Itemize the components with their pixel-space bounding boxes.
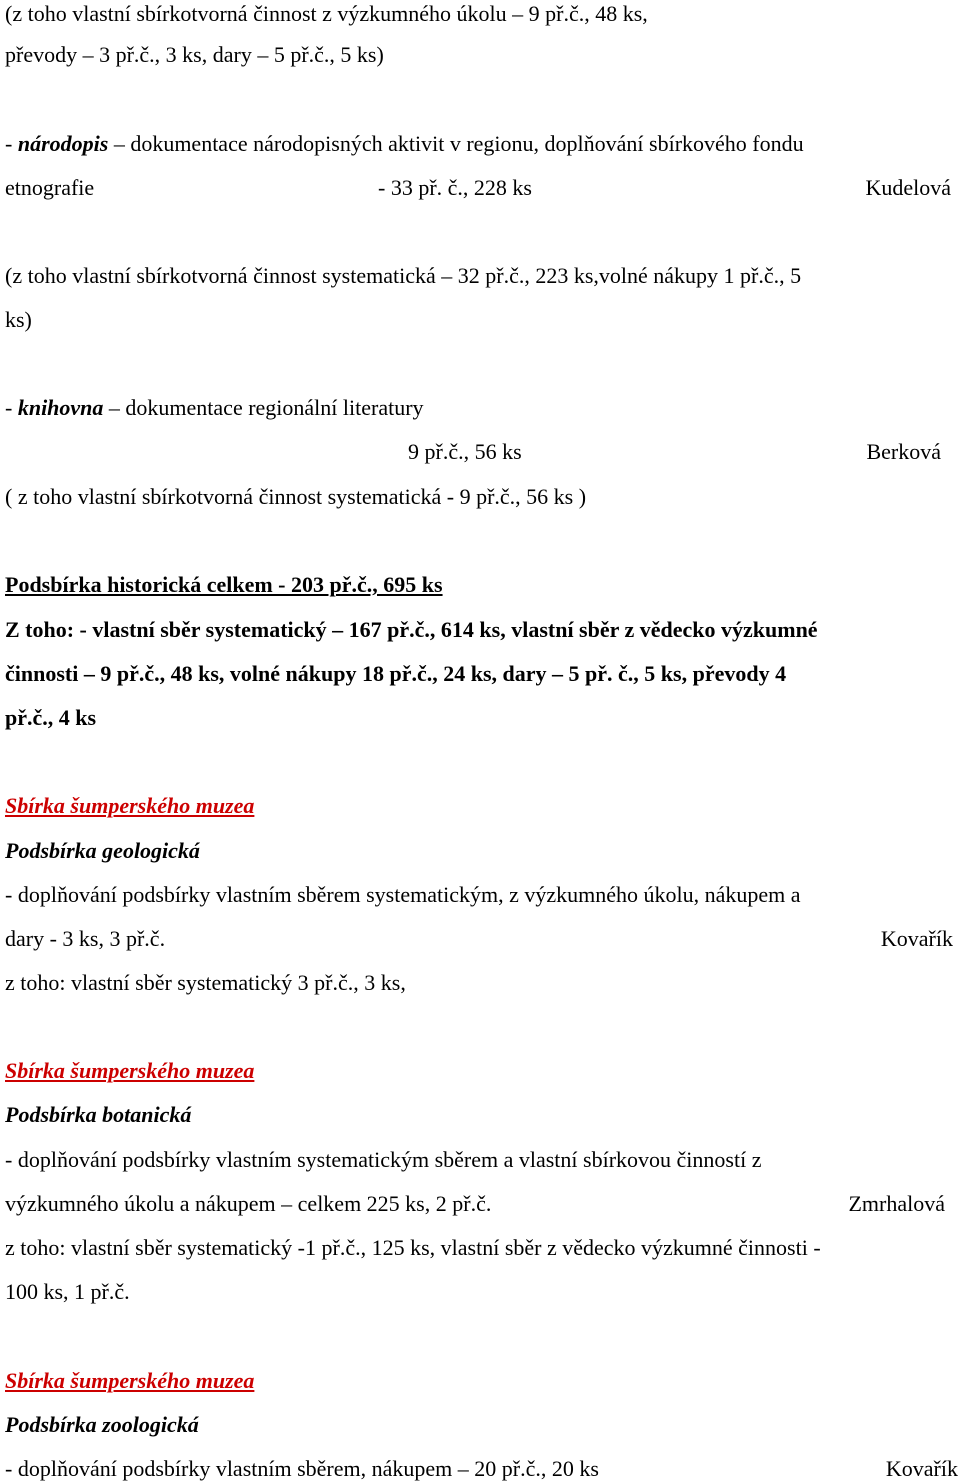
text-line: - doplňování podsbírky vlastním sběrem systematickým, z výzkumného úkolu, nákupem a bbox=[5, 882, 801, 907]
subcollection-heading: Podsbírka zoologická bbox=[5, 1412, 199, 1437]
responsible-person: Kudelová bbox=[865, 175, 951, 200]
text-line: Z toho: - vlastní sběr systematický – 167 př.č., 614 ks, vlastní sběr z vědecko výzkumné bbox=[5, 617, 818, 642]
text-line: (z toho vlastní sbírkotvorná činnost z výzkumného úkolu – 9 př.č., 48 ks, bbox=[5, 1, 648, 26]
collection-heading: Sbírka šumperského muzea bbox=[5, 1058, 255, 1083]
text-line: ks) bbox=[5, 307, 32, 332]
text-line: 100 ks, 1 př.č. bbox=[5, 1279, 130, 1304]
dash: - bbox=[5, 395, 18, 420]
text-line: převody – 3 př.č., 3 ks, dary – 5 př.č., 5 ks) bbox=[5, 42, 384, 67]
narodopis-line bbox=[5, 130, 804, 158]
text-line: etnografie bbox=[5, 175, 95, 200]
text-line: výzkumného úkolu a nákupem – celkem 225 ks, 2 př.č. bbox=[5, 1191, 492, 1216]
responsible-person: Kovařík bbox=[880, 926, 953, 951]
count-value: - 33 př. č., 228 ks bbox=[378, 175, 532, 200]
text-line: z toho: vlastní sběr systematický -1 př.č., 125 ks, vlastní sběr z vědecko výzkumné činnosti - bbox=[5, 1235, 821, 1260]
responsible-person: Kovařík bbox=[885, 1456, 958, 1481]
text-line: - doplňování podsbírky vlastním systematickým sběrem a vlastní sbírkovou činností z bbox=[5, 1147, 762, 1172]
section-description: – dokumentace regionální literatury bbox=[103, 395, 424, 420]
text-line: (z toho vlastní sbírkotvorná činnost systematická – 32 př.č., 223 ks,volné nákupy 1 př.č., 5 bbox=[5, 263, 802, 288]
section-description: – dokumentace národopisných aktivit v regionu, doplňování sbírkového fondu bbox=[108, 131, 804, 156]
text-line: ( z toho vlastní sbírkotvorná činnost systematická - 9 př.č., 56 ks ) bbox=[5, 484, 587, 509]
collection-heading: Sbírka šumperského muzea bbox=[5, 1368, 255, 1393]
subcollection-total: Podsbírka historická celkem - 203 př.č., 695 ks bbox=[5, 572, 443, 597]
text-line: činnosti – 9 př.č., 48 ks, volné nákupy 18 př.č., 24 ks, dary – 5 př. č., 5 ks, převody 4 bbox=[5, 661, 787, 686]
responsible-person: Berková bbox=[866, 439, 941, 464]
text-line: dary - 3 ks, 3 př.č. bbox=[5, 926, 166, 951]
count-value: 9 př.č., 56 ks bbox=[408, 439, 522, 464]
text-line: - doplňování podsbírky vlastním sběrem, nákupem – 20 př.č., 20 ks bbox=[5, 1456, 599, 1481]
subcollection-heading: Podsbírka botanická bbox=[5, 1102, 192, 1127]
section-term: národopis bbox=[17, 131, 109, 156]
collection-heading: Sbírka šumperského muzea bbox=[5, 793, 255, 818]
knihovna-line bbox=[5, 394, 424, 422]
responsible-person: Zmrhalová bbox=[848, 1191, 945, 1216]
subcollection-heading: Podsbírka geologická bbox=[5, 838, 200, 863]
dash: - bbox=[5, 131, 18, 156]
section-term: knihovna bbox=[17, 395, 104, 420]
text-line: př.č., 4 ks bbox=[5, 705, 97, 730]
text-line: z toho: vlastní sběr systematický 3 př.č., 3 ks, bbox=[5, 970, 406, 995]
